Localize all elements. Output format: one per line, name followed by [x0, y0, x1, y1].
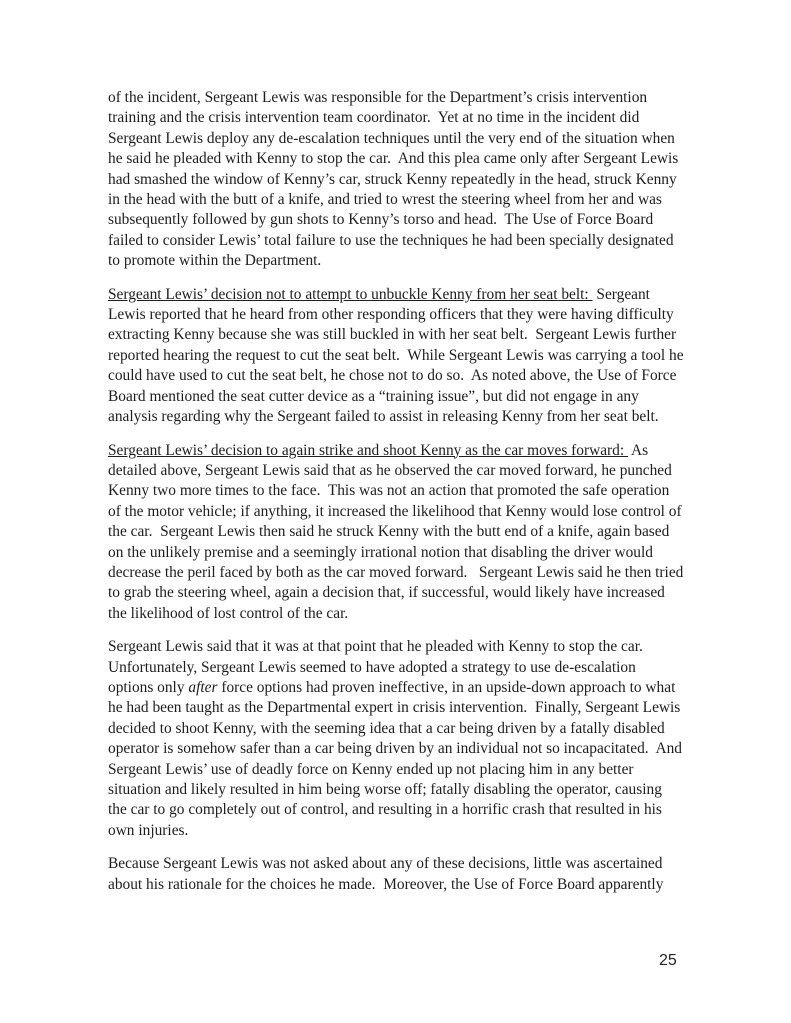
- paragraph-text: As detailed above, Sergeant Lewis said that as he observed the car moved forward, he punched Kenny two more times to the face. This was not an action that promoted the safe operation of the motor vehicle; if anything, it increased the likelihood that Kenny would lose control of the car. Sergeant Lewis then said he struck Kenny with the butt end of a knife, again based on the unlikely premise and a seemingly irrational notion that disabling the driver would decrease the peril faced by both as the car moved forward. Sergeant Lewis said he then tried to grab the steering wheel, again a decision that, if successful, would likely have increased the likelihood of lost control of the car.: [108, 441, 688, 622]
- paragraph-text: Sergeant Lewis reported that he heard from other responding officers that they were having difficulty extracting Kenny because she was still buckled in with her seat belt. Sergeant Lewis further reported hearing the request to cut the seat belt. While Sergeant Lewis was carrying a tool he could have used to cut the seat belt, he chose not to do so. As noted above, the Use of Force Board mentioned the seat cutter device as a “training issue”, but did not engage in any analysis regarding why the Sergeant failed to assist in releasing Kenny from her seat belt.: [108, 285, 688, 426]
- paragraph: [108, 637, 684, 841]
- paragraph-text: Because Sergeant Lewis was not asked about any of these decisions, little was ascertained about his rationale for the choices he made. Moreover, the Use of Force Board apparently: [108, 855, 667, 893]
- paragraph: [108, 854, 684, 895]
- paragraph-heading: Sergeant Lewis’ decision not to attempt to unbuckle Kenny from her seat belt:: [108, 285, 593, 303]
- paragraph: [108, 285, 688, 428]
- paragraph-text: of the incident, Sergeant Lewis was responsible for the Department’s crisis intervention training and the crisis intervention team coordinator. Yet at no time in the incident did Sergeant Lewis deploy any de-escalation techniques until the very end of the situation when he said he pleaded with Kenny to stop the car. And this plea came only after Sergeant Lewis had smashed the window of Kenny’s car, struck Kenny repeatedly in the head, struck Kenny in the head with the butt of a knife, and tried to wrest the steering wheel from her and was subsequently followed by gun shots to Kenny’s torso and head. The Use of Force Board failed to consider Lewis’ total failure to use the techniques he had been specially designated to promote within the Department.: [108, 89, 683, 270]
- paragraph: [108, 88, 684, 272]
- paragraph-heading: Sergeant Lewis’ decision to again strike and shoot Kenny as the car moves forward:: [108, 441, 628, 459]
- paragraph: [108, 441, 688, 625]
- page-number: 25: [659, 952, 677, 969]
- paragraph-text: after: [188, 678, 218, 696]
- paragraph-text: force options had proven ineffective, in an upside-down approach to what he had been taught as the Departmental expert in crisis intervention. Finally, Sergeant Lewis decided to shoot Kenny, with the seeming idea that a car being driven by a fatally disabled operator is somehow safer than a car being driven by an individual not so incapacitated. And Sergeant Lewis’ use of deadly force on Kenny ended up not placing him in any better situation and likely resulted in him being worse off; fatally disabling the operator, causing the car to go completely out of control, and resulting in a horrific crash that resulted in his own injuries.: [108, 678, 686, 839]
- document-body: [108, 88, 688, 908]
- paragraph-text: Sergeant Lewis said that it was at that point that he pleaded with Kenny to stop the car. Unfortunately, Sergeant Lewis seemed to have adopted a strategy to use de-escalation options only: [108, 638, 651, 696]
